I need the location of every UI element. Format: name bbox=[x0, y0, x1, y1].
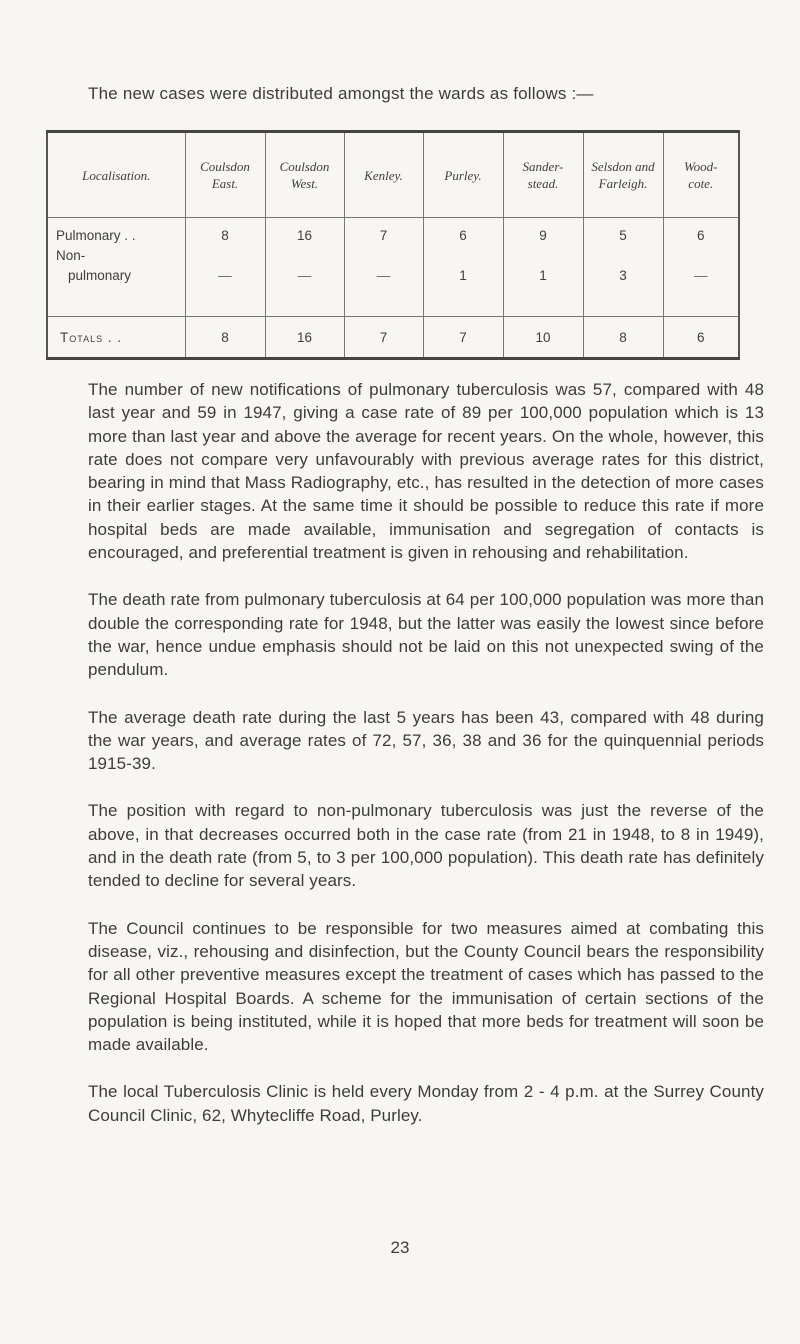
non-pulmonary-selsdon-farleigh: 3 bbox=[619, 268, 627, 283]
pulmonary-selsdon-farleigh: 5 bbox=[619, 228, 627, 243]
header-selsdon-farleigh bbox=[583, 132, 663, 218]
non-pulmonary-woodcote: — bbox=[694, 268, 708, 283]
total-coulsdon-east: 8 bbox=[185, 317, 265, 359]
header-sanderstead bbox=[503, 132, 583, 218]
non-pulmonary-coulsdon-west: — bbox=[297, 268, 312, 283]
pulmonary-kenley: 7 bbox=[379, 228, 388, 243]
header-woodcote bbox=[663, 132, 739, 218]
header-coulsdon-east-line2: East. bbox=[211, 176, 239, 191]
header-selsdon-farleigh-line2: Farleigh. bbox=[598, 176, 648, 191]
non-pulmonary-kenley: — bbox=[376, 268, 391, 283]
total-purley: 7 bbox=[423, 317, 503, 359]
table-row bbox=[47, 218, 739, 317]
pulmonary-sanderstead: 9 bbox=[539, 228, 547, 243]
pulmonary-coulsdon-west: 16 bbox=[296, 228, 313, 243]
header-kenley-line1: Kenley. bbox=[364, 167, 403, 183]
header-coulsdon-east-line1: Coulsdon bbox=[200, 159, 250, 174]
non-pulmonary-purley: 1 bbox=[459, 268, 467, 283]
paragraph-case-rate: The number of new notifications of pulmonary tuberculosis was 57, compared with 48 last year and 59 in 1947, giving a case rate of 89 per 100,000 population which is 13 more than last year and above the average for recent years. On the whole, however, this rate does not compare very unfavourably with previous average rates for this district, bearing in mind that Mass Radiography, etc., has resulted in the detection of more cases in their earlier stages. At the same time it should be possible to reduce this rate if more hospital beds are made available, immunisation and segregation of contacts is encouraged, and preferential treatment is given in rehousing and rehabilitation. bbox=[88, 380, 764, 563]
ward-distribution-table bbox=[46, 130, 740, 360]
cell-selsdon-farleigh bbox=[583, 218, 663, 317]
total-kenley: 7 bbox=[344, 317, 423, 359]
header-coulsdon-west bbox=[265, 132, 344, 218]
paragraph-average-death-rate: The average death rate during the last 5 years has been 43, compared with 48 during the war years, and average rates of 72, 57, 36, 38 and 36 for the quinquennial periods 1915-39. bbox=[88, 707, 764, 774]
total-sanderstead: 10 bbox=[503, 317, 583, 359]
header-coulsdon-east bbox=[185, 132, 265, 218]
cell-coulsdon-west bbox=[265, 218, 344, 317]
ward-distribution-table-wrapper bbox=[46, 130, 738, 360]
row-labels-cell bbox=[47, 218, 185, 317]
non-pulmonary-sanderstead: 1 bbox=[539, 268, 547, 283]
totals-row bbox=[47, 317, 739, 359]
table-header-row bbox=[47, 132, 739, 218]
cell-kenley bbox=[344, 218, 423, 317]
cell-purley bbox=[423, 218, 503, 317]
header-sanderstead-line1: Sander- bbox=[522, 159, 564, 174]
header-woodcote-line2: cote. bbox=[688, 176, 714, 191]
total-coulsdon-west: 16 bbox=[265, 317, 344, 359]
paragraph-council-measures: The Council continues to be responsible for two measures aimed at combating this disease, viz., rehousing and disinfection, but the County Council bears the responsibility for all other preventive measures except the treatment of cases which has passed to the Regional Hospital Boards. A scheme for the immunisation of certain sections of the population is being instituted, while it is hoped that more beds for treatment will soon be made available. bbox=[88, 918, 764, 1055]
intro-text: The new cases were distributed amongst the wards as follows :— bbox=[88, 84, 594, 103]
header-sanderstead-line2: stead. bbox=[527, 176, 559, 191]
paragraph-clinic: The local Tuberculosis Clinic is held every Monday from 2 - 4 p.m. at the Surrey County Council Clinic, 62, Whytecliffe Road, Purley. bbox=[88, 1082, 764, 1125]
non-pulmonary-coulsdon-east: — bbox=[218, 268, 232, 283]
cell-coulsdon-east bbox=[185, 218, 265, 317]
total-selsdon-farleigh: 8 bbox=[583, 317, 663, 359]
pulmonary-woodcote: 6 bbox=[696, 228, 705, 243]
header-woodcote-line1: Wood- bbox=[684, 159, 718, 174]
cell-woodcote bbox=[663, 218, 739, 317]
paragraph-death-rate: The death rate from pulmonary tuberculosis at 64 per 100,000 population was more than double the corresponding rate for 1948, but the latter was easily the lowest since before the war, hence undue emphasis should not be laid on this not unexpected swing of the pendulum. bbox=[88, 590, 764, 680]
header-selsdon-farleigh-line1: Selsdon and bbox=[591, 159, 655, 174]
header-coulsdon-west-line2: West. bbox=[290, 176, 319, 191]
total-woodcote: 6 bbox=[663, 317, 739, 359]
totals-label: Totals . . bbox=[47, 317, 185, 359]
non-pulmonary-label-2: pulmonary bbox=[68, 268, 132, 283]
pulmonary-coulsdon-east: 8 bbox=[221, 228, 229, 243]
pulmonary-purley: 6 bbox=[459, 228, 467, 243]
header-coulsdon-west-line1: Coulsdon bbox=[279, 159, 330, 174]
cell-sanderstead bbox=[503, 218, 583, 317]
paragraph-non-pulmonary: The position with regard to non-pulmonary tuberculosis was just the reverse of the above, in that decreases occurred both in the case rate (from 21 in 1948, to 8 in 1949), and in the death rate (from 5, to 3 per 100,000 population). This death rate has definitely tended to decline for several years. bbox=[88, 801, 764, 891]
page-number: 23 bbox=[390, 1238, 410, 1257]
header-localisation: Localisation. bbox=[47, 132, 185, 218]
body-text bbox=[88, 378, 764, 1151]
pulmonary-label: Pulmonary . . bbox=[56, 228, 136, 243]
non-pulmonary-label-1: Non- bbox=[56, 248, 86, 263]
header-purley-line1: Purley. bbox=[444, 167, 482, 183]
header-purley bbox=[423, 132, 503, 218]
header-kenley bbox=[344, 132, 423, 218]
